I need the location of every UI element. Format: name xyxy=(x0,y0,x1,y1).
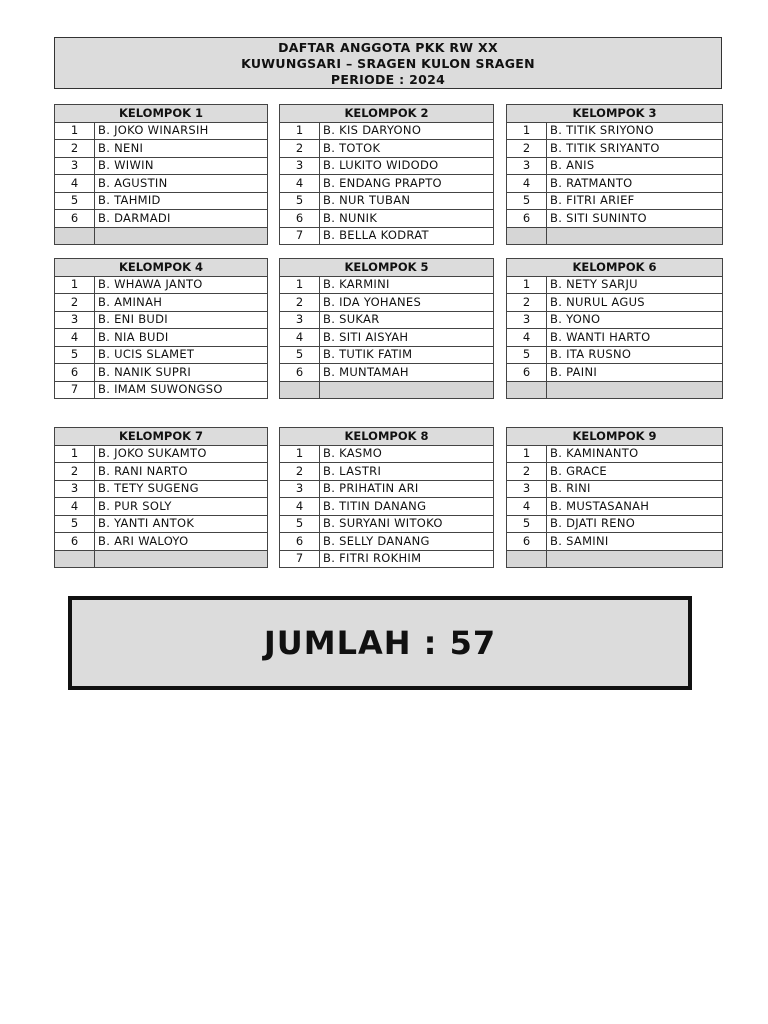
empty-cell xyxy=(320,381,494,399)
member-row xyxy=(507,533,723,551)
group-table-7 xyxy=(54,427,268,568)
member-name: B. FITRI ROKHIM xyxy=(320,550,494,568)
member-row xyxy=(507,364,723,382)
member-number: 7 xyxy=(280,227,320,245)
group-title: KELOMPOK 8 xyxy=(280,428,494,446)
empty-cell xyxy=(507,227,547,245)
group-table-8 xyxy=(279,427,494,568)
member-name: B. JOKO SUKAMTO xyxy=(95,445,268,463)
empty-cell xyxy=(547,550,723,568)
empty-cell xyxy=(55,550,95,568)
member-number: 5 xyxy=(507,192,547,210)
member-name: B. TETY SUGENG xyxy=(95,480,268,498)
member-row xyxy=(55,122,268,140)
member-name: B. NUNIK xyxy=(320,210,494,228)
member-row xyxy=(55,294,268,312)
member-row xyxy=(280,294,494,312)
member-row xyxy=(280,329,494,347)
member-name: B. DARMADI xyxy=(95,210,268,228)
member-name: B. UCIS SLAMET xyxy=(95,346,268,364)
member-row xyxy=(280,140,494,158)
member-name: B. RATMANTO xyxy=(547,175,723,193)
member-number: 5 xyxy=(55,515,95,533)
member-row xyxy=(280,480,494,498)
member-number: 5 xyxy=(55,346,95,364)
member-number: 4 xyxy=(507,329,547,347)
member-number: 7 xyxy=(55,381,95,399)
member-row xyxy=(55,445,268,463)
member-row xyxy=(280,311,494,329)
member-number: 1 xyxy=(507,122,547,140)
member-name: B. AGUSTIN xyxy=(95,175,268,193)
empty-cell xyxy=(547,227,723,245)
member-row xyxy=(55,329,268,347)
member-number: 3 xyxy=(55,311,95,329)
member-name: B. SITI AISYAH xyxy=(320,329,494,347)
empty-row xyxy=(280,381,494,399)
member-row xyxy=(55,515,268,533)
member-name: B. PUR SOLY xyxy=(95,498,268,516)
member-name: B. WIWIN xyxy=(95,157,268,175)
member-number: 3 xyxy=(507,311,547,329)
member-number: 1 xyxy=(55,445,95,463)
member-row xyxy=(280,157,494,175)
group-table-5 xyxy=(279,258,494,399)
member-number: 2 xyxy=(280,140,320,158)
member-name: B. SURYANI WITOKO xyxy=(320,515,494,533)
member-number: 6 xyxy=(55,533,95,551)
member-row xyxy=(507,122,723,140)
member-name: B. TITIN DANANG xyxy=(320,498,494,516)
member-name: B. TOTOK xyxy=(320,140,494,158)
member-row xyxy=(280,498,494,516)
member-number: 1 xyxy=(507,276,547,294)
member-name: B. SITI SUNINTO xyxy=(547,210,723,228)
member-name: B. LASTRI xyxy=(320,463,494,481)
group-table-4 xyxy=(54,258,268,399)
group-title: KELOMPOK 7 xyxy=(55,428,268,446)
empty-cell xyxy=(95,550,268,568)
member-number: 3 xyxy=(280,480,320,498)
member-number: 3 xyxy=(55,480,95,498)
header-period: PERIODE : 2024 xyxy=(330,72,446,87)
member-number: 5 xyxy=(55,192,95,210)
member-number: 2 xyxy=(280,463,320,481)
member-name: B. ITA RUSNO xyxy=(547,346,723,364)
member-row xyxy=(507,175,723,193)
member-row xyxy=(55,533,268,551)
member-number: 4 xyxy=(280,175,320,193)
member-name: B. NURUL AGUS xyxy=(547,294,723,312)
member-name: B. NIA BUDI xyxy=(95,329,268,347)
member-number: 6 xyxy=(280,364,320,382)
group-title: KELOMPOK 5 xyxy=(280,259,494,277)
member-name: B. KARMINI xyxy=(320,276,494,294)
member-number: 4 xyxy=(55,175,95,193)
member-name: B. MUSTASANAH xyxy=(547,498,723,516)
member-name: B. DJATI RENO xyxy=(547,515,723,533)
empty-row xyxy=(507,550,723,568)
member-number: 6 xyxy=(55,210,95,228)
member-number: 3 xyxy=(280,311,320,329)
member-row xyxy=(280,533,494,551)
header-title: DAFTAR ANGGOTA PKK RW XX xyxy=(278,40,498,55)
member-number: 4 xyxy=(55,329,95,347)
member-name: B. LUKITO WIDODO xyxy=(320,157,494,175)
empty-cell xyxy=(507,381,547,399)
member-name: B. IDA YOHANES xyxy=(320,294,494,312)
member-name: B. TITIK SRIYONO xyxy=(547,122,723,140)
total-label: JUMLAH : 57 xyxy=(263,624,497,662)
group-title: KELOMPOK 6 xyxy=(507,259,723,277)
member-number: 6 xyxy=(280,210,320,228)
empty-cell xyxy=(95,227,268,245)
header-location: KUWUNGSARI – SRAGEN KULON SRAGEN xyxy=(241,56,535,71)
member-name: B. TITIK SRIYANTO xyxy=(547,140,723,158)
member-name: B. MUNTAMAH xyxy=(320,364,494,382)
empty-cell xyxy=(507,550,547,568)
group-title: KELOMPOK 2 xyxy=(280,105,494,123)
member-number: 3 xyxy=(507,480,547,498)
member-row xyxy=(280,515,494,533)
member-name: B. SAMINI xyxy=(547,533,723,551)
member-row xyxy=(507,346,723,364)
member-row xyxy=(280,210,494,228)
member-row xyxy=(280,346,494,364)
member-name: B. TUTIK FATIM xyxy=(320,346,494,364)
member-number: 6 xyxy=(507,210,547,228)
member-row xyxy=(55,364,268,382)
member-number: 2 xyxy=(55,294,95,312)
member-name: B. SUKAR xyxy=(320,311,494,329)
member-row xyxy=(55,311,268,329)
member-name: B. TAHMID xyxy=(95,192,268,210)
member-name: B. PAINI xyxy=(547,364,723,382)
member-name: B. YANTI ANTOK xyxy=(95,515,268,533)
member-number: 3 xyxy=(280,157,320,175)
member-name: B. AMINAH xyxy=(95,294,268,312)
member-number: 5 xyxy=(280,192,320,210)
member-name: B. GRACE xyxy=(547,463,723,481)
member-name: B. WANTI HARTO xyxy=(547,329,723,347)
member-name: B. PRIHATIN ARI xyxy=(320,480,494,498)
member-number: 1 xyxy=(280,445,320,463)
member-number: 5 xyxy=(507,346,547,364)
group-table-2 xyxy=(279,104,494,245)
group-title: KELOMPOK 9 xyxy=(507,428,723,446)
member-number: 2 xyxy=(280,294,320,312)
member-row xyxy=(507,210,723,228)
member-name: B. NANIK SUPRI xyxy=(95,364,268,382)
member-number: 4 xyxy=(507,175,547,193)
member-name: B. WHAWA JANTO xyxy=(95,276,268,294)
member-row xyxy=(55,463,268,481)
member-number: 6 xyxy=(55,364,95,382)
member-name: B. JOKO WINARSIH xyxy=(95,122,268,140)
member-row xyxy=(55,346,268,364)
member-number: 4 xyxy=(280,498,320,516)
member-row xyxy=(280,192,494,210)
member-row xyxy=(507,515,723,533)
member-number: 1 xyxy=(55,276,95,294)
member-row xyxy=(280,122,494,140)
member-row xyxy=(280,276,494,294)
member-number: 4 xyxy=(507,498,547,516)
member-name: B. NENI xyxy=(95,140,268,158)
member-name: B. YONO xyxy=(547,311,723,329)
member-row xyxy=(507,294,723,312)
member-name: B. KAMINANTO xyxy=(547,445,723,463)
empty-cell xyxy=(280,381,320,399)
empty-cell xyxy=(547,381,723,399)
member-row xyxy=(507,498,723,516)
empty-row xyxy=(55,550,268,568)
member-number: 6 xyxy=(280,533,320,551)
member-row xyxy=(55,157,268,175)
member-row xyxy=(55,480,268,498)
member-name: B. FITRI ARIEF xyxy=(547,192,723,210)
document-header xyxy=(54,37,722,89)
member-name: B. ANIS xyxy=(547,157,723,175)
member-row xyxy=(280,550,494,568)
group-title: KELOMPOK 1 xyxy=(55,105,268,123)
member-number: 5 xyxy=(280,515,320,533)
member-number: 6 xyxy=(507,364,547,382)
member-number: 1 xyxy=(280,122,320,140)
member-row xyxy=(55,498,268,516)
member-row xyxy=(55,140,268,158)
member-number: 7 xyxy=(280,550,320,568)
member-row xyxy=(507,329,723,347)
member-name: B. SELLY DANANG xyxy=(320,533,494,551)
member-name: B. IMAM SUWONGSO xyxy=(95,381,268,399)
member-row xyxy=(280,445,494,463)
member-row xyxy=(280,364,494,382)
empty-row xyxy=(55,227,268,245)
member-row xyxy=(507,192,723,210)
member-number: 3 xyxy=(507,157,547,175)
member-number: 4 xyxy=(55,498,95,516)
member-row xyxy=(507,445,723,463)
member-number: 1 xyxy=(55,122,95,140)
member-number: 2 xyxy=(55,463,95,481)
member-row xyxy=(280,227,494,245)
empty-row xyxy=(507,381,723,399)
member-name: B. RANI NARTO xyxy=(95,463,268,481)
member-number: 2 xyxy=(55,140,95,158)
member-row xyxy=(55,210,268,228)
group-table-3 xyxy=(506,104,723,245)
member-row xyxy=(280,463,494,481)
member-number: 2 xyxy=(507,140,547,158)
member-row xyxy=(507,157,723,175)
member-name: B. KIS DARYONO xyxy=(320,122,494,140)
member-name: B. RINI xyxy=(547,480,723,498)
member-number: 4 xyxy=(280,329,320,347)
member-number: 6 xyxy=(507,533,547,551)
member-name: B. NETY SARJU xyxy=(547,276,723,294)
member-number: 5 xyxy=(280,346,320,364)
empty-cell xyxy=(55,227,95,245)
member-name: B. BELLA KODRAT xyxy=(320,227,494,245)
empty-row xyxy=(507,227,723,245)
total-box xyxy=(68,596,692,690)
member-row xyxy=(507,311,723,329)
member-name: B. NUR TUBAN xyxy=(320,192,494,210)
group-table-6 xyxy=(506,258,723,399)
member-row xyxy=(507,463,723,481)
member-row xyxy=(280,175,494,193)
member-number: 5 xyxy=(507,515,547,533)
member-row xyxy=(55,276,268,294)
member-number: 2 xyxy=(507,294,547,312)
group-title: KELOMPOK 3 xyxy=(507,105,723,123)
member-row xyxy=(55,192,268,210)
member-row xyxy=(55,175,268,193)
member-row xyxy=(507,140,723,158)
member-name: B. ENDANG PRAPTO xyxy=(320,175,494,193)
member-number: 1 xyxy=(507,445,547,463)
member-name: B. ARI WALOYO xyxy=(95,533,268,551)
group-title: KELOMPOK 4 xyxy=(55,259,268,277)
member-row xyxy=(507,276,723,294)
member-name: B. ENI BUDI xyxy=(95,311,268,329)
member-name: B. KASMO xyxy=(320,445,494,463)
member-number: 3 xyxy=(55,157,95,175)
member-row xyxy=(55,381,268,399)
group-table-9 xyxy=(506,427,723,568)
member-row xyxy=(507,480,723,498)
member-number: 1 xyxy=(280,276,320,294)
group-table-1 xyxy=(54,104,268,245)
member-number: 2 xyxy=(507,463,547,481)
